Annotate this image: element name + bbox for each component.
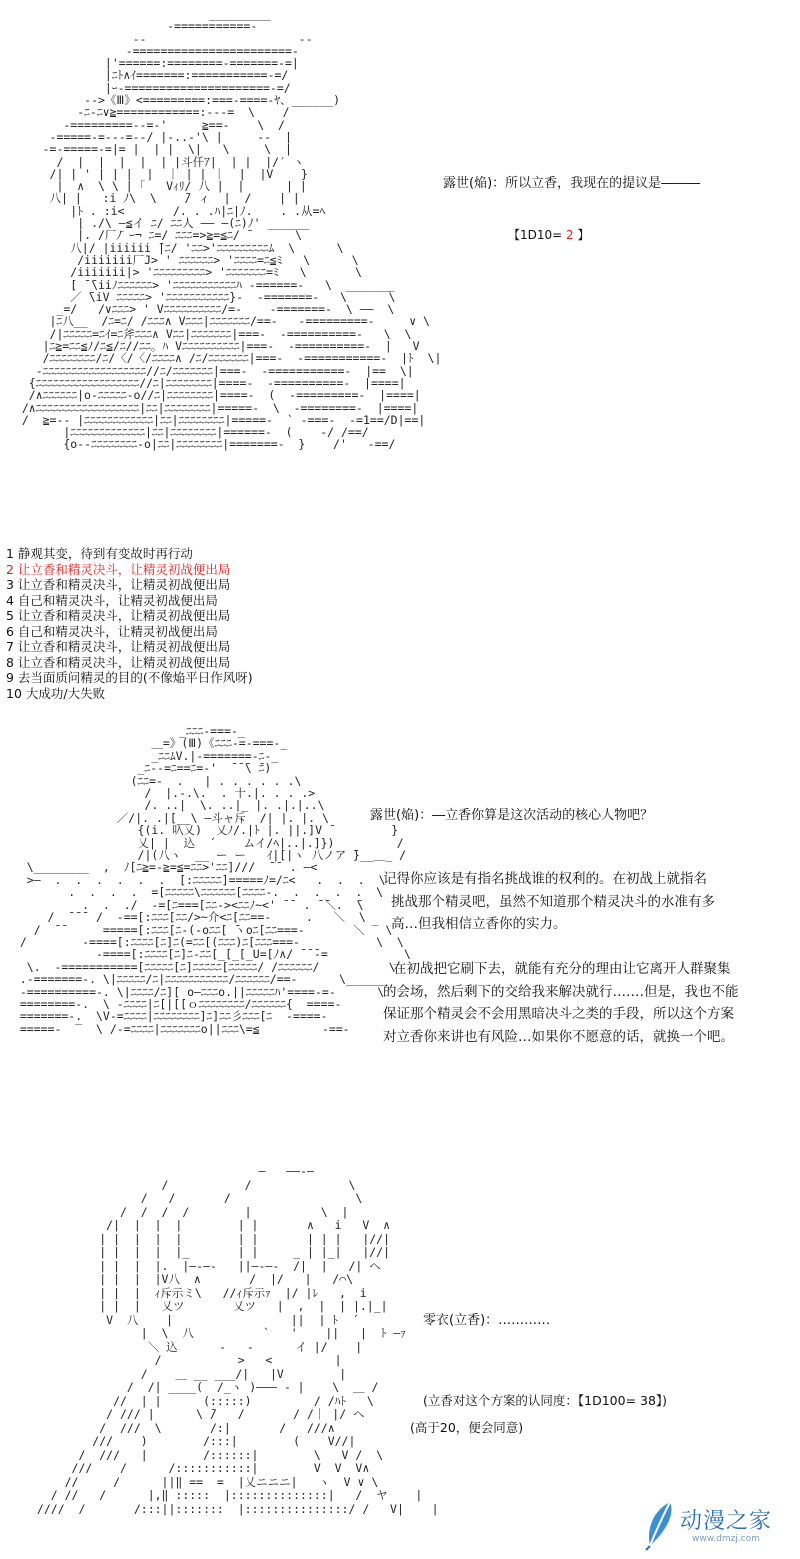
choice-item-3: 3 让立香和精灵决斗，让精灵初战便出局 <box>6 577 231 592</box>
paragraph-line-2: 挑战那个精灵吧，虽然不知道那个精灵决斗的水准有多 <box>391 893 715 910</box>
speech-homura-1: 露世(焔)：所以立香，我现在的提议是――― <box>443 176 701 191</box>
feather-logo-icon <box>640 1500 680 1552</box>
choice-item-5: 5 让立香和精灵决斗，让精灵初战便出局 <box>6 608 231 623</box>
choice-item-10: 10 大成功/大失败 <box>6 685 106 701</box>
paragraph-line-8: 对立香你来讲也有风险…如果你不愿意的话，就换一个吧。 <box>383 1028 734 1045</box>
dice-roll-1d10 <box>508 226 589 243</box>
choice-item-2: 2 让立香和精灵决斗，让精灵初战便出局 <box>6 561 231 577</box>
paragraph-line-1: 记得你应该是有指名挑战谁的权利的。在初战上就指名 <box>383 871 707 887</box>
speech-homura-2: 露世(焔)：―立香你算是这次活动的核心人物吧？ <box>370 808 654 823</box>
choice-item-6: 6 自己和精灵决斗，让精灵初战便出局 <box>6 623 218 639</box>
choice-item-8: 8 让立香和精灵决斗，让精灵初战便出局 <box>6 654 231 670</box>
site-watermark <box>640 1500 790 1554</box>
dice-roll-1d100: (立香对这个方案的认同度：【1D100= 38】) <box>423 1393 668 1408</box>
ascii-art-ritsuka: — ――‐— / / \ / / / \ / / / / | \ | /| | | | | | ∧ i V ∧ | | | | | | | | | | |//| | | | | |_ | | _ | |_| |//| | | | |. |―-―- ||―-―- /| | /| ヘ | | | |V八 ∧ / |/ | /⌒\ | | | ｨ斥示ミ\ //ｨ斥示ｧ |/ |ﾚ , i | | | 乂ツ 乂ツ | , | | |.|_| V 八 | || | ﾄ ´ | \ 八 ` ' || | ﾄ ―ｧ ＼ 込 - - イ |/ | / > < | / ＿ __ ___/| |V | / /| ____( /_ヽ )――― - | \ ＿ / // | | (:::::) / /ﾊﾄ \ / /// | \ ̄/ / / /｜ |/ ヘ / /// \ /:| / ///∧ /// ) /:::| ( V//| / /// | /::::::| \ V / \ /// / /:::::::::::| V V V∧ // / ||‖ == = |乂ニニニ| ヽ V ∨ \ / // / |,‖ ::::: |::::::::::::::| / ヤ | //// / /:::||::::::: |:::::::::::::::/ / V| | <box>36 1164 439 1516</box>
ascii-art-homura: _________ -===========- -- -- -=======================- |'======:========-=======-=| |ﾆﾄ∧ｲ=======:===========-=/ |ｰ-=====================-=/ -->《Ⅲ》<=========:===-====-ﾔ、______) -ﾆ-ﾆ∨≧============:---= \ / -=========--=-' ≧==- \ / -=====-=---=--/ |-..-'\ | -- | -=-=====-=|= | | | \| \ \ | / | | | | | |斗仟ｱ| | | |/′ ヽ /| | ' | | | | ｜ | | ｜ | |V } | ∧ \ \ | ｢ Vｨﾘ/ 八 | | | | 八| | :i ﾉ\ \ ̄/ ィ | / | | |ﾄ . :i< /. . .ﾊ|ﾆ|ﾉ. . .从=ﾍ | ./\ —≦イ ﾆ/ ﾆﾆ人 ―― ―(ﾆ)ﾉ' ______ |. /厂ﾉ̄ ｰ¬ ﾆ=/ ﾆﾆﾆ=>≧=≦ﾆ/ ̄ \ 八|/ |iiiiii ̄|ﾆ/ 'ﾆﾆ>'ﾆﾆﾆﾆﾆﾆﾆﾆﾆﾑ \ \ /iiiiiii厂J> ' ﾆﾆﾆﾆﾆﾆ> 'ﾆﾆﾆﾆ=ﾆ≦ﾐ \ \ /iiiiiii|> 'ﾆﾆﾆﾆﾆﾆﾆﾆﾆ> 'ﾆﾆﾆﾆﾆﾆﾆ=ﾐ \ \ [ ̄ ̄\iiﾉﾆﾆﾆﾆﾆﾆ> 'ﾆﾆﾆﾆﾆﾆﾆﾆﾆﾆﾆﾊ -======- \ _______ ／ ̄\iV ﾆﾆﾆﾆﾆ> 'ﾆﾆﾆﾆﾆﾆﾆﾆﾆﾆﾆ}- -=======- \ \ _=/ /∨ﾆﾆﾆ> ' Vﾆﾆﾆﾆﾆﾆﾆﾆﾆﾆ/=- -=======- \ ―― \ |ﾆ八__ /ﾆ=ﾆ/ /ﾆﾆﾆ∧ Vﾆﾆﾆ|ﾆﾆﾆﾆﾆﾆﾆ/==- -=========- ∨ \ /|ﾆﾆﾆﾆﾆ=ﾆｲ=ﾆ斧ﾆﾆﾆ∧ Vﾆﾆ|ﾆﾆﾆﾆﾆﾆﾆ|===- -==========- \ \ |ﾆ≧=ﾆﾆ≦ﾉ/ﾆ≦/ﾆ//ﾆﾆ。ﾊ Vﾆﾆﾆﾆﾆﾆﾆﾆﾆﾆ|===- -==========- | V /ﾆﾆﾆﾆﾆﾆﾆﾆ/ﾆ/〈/〈/ﾆﾆﾆﾆ∧ /ﾆ/ﾆﾆﾆﾆﾆﾆﾆ|===- -===========- |ﾄ \| -ﾆﾆﾆﾆﾆﾆﾆﾆﾆﾆﾆﾆﾆﾆﾆﾆﾆﾆ//ﾆ/ﾆﾆﾆﾆﾆﾆﾆ|===- -===========- |== \| {ﾆﾆﾆﾆﾆﾆﾆﾆﾆﾆﾆﾆﾆﾆﾆﾆﾆﾆ//ﾆ|ﾆﾆﾆﾆﾆﾆﾆﾆ|====- -==========- |====| /∧ﾆﾆﾆﾆﾆﾆ|o-ﾆﾆﾆﾆﾆ-o//ﾆ|ﾆﾆﾆﾆﾆﾆﾆﾆ|====- ( -=========- |====| /∧ﾆﾆﾆﾆﾆﾆﾆﾆﾆﾆﾆﾆﾆﾆﾆﾆﾆﾆ|ﾆﾆ|ﾆﾆﾆﾆﾆﾆﾆﾆ|=====- \ -========- |====| / ≧=-- |ﾆﾆﾆﾆﾆﾆﾆﾆﾆﾆﾆﾆ|ﾆﾆ|ﾆﾆﾆﾆﾆﾆﾆﾆ|=====- ` -===- -=1==/D|==| |ﾆﾆﾆﾆﾆﾆﾆﾆﾆﾆﾆﾆﾆ|ﾆﾆ|ﾆﾆﾆﾆﾆﾆﾆﾆ|======- ( -/ /==/ {o--ﾆﾆﾆﾆﾆﾆﾆﾆ-o|ﾆﾆ|ﾆﾆﾆﾆﾆﾆﾆﾆ|=======- } /' -==/ <box>21 7 442 452</box>
choice-item-7: 7 让立香和精灵决斗，让精灵初战便出局 <box>6 639 231 654</box>
speech-paragraph <box>383 868 739 1048</box>
agreement-threshold-note: (高于20，便会同意) <box>410 1420 524 1435</box>
roll-value: 2 <box>566 228 574 242</box>
roll-prefix: 【1D10= <box>508 228 567 242</box>
paragraph-line-7: 保证那个精灵会不会用黑暗决斗之类的手段，所以这个方案 <box>383 1006 734 1022</box>
choice-list <box>6 546 253 701</box>
logo-wordmark: 动漫之家 <box>680 1509 773 1534</box>
ascii-art-homura-2: _ﾆﾆﾆ-===-_ ＿=》(Ⅲ)《ﾆﾆﾆ-=-===-_ _ﾆﾆﾑV.|-=======-ﾆ-_ _ﾆ--=ﾆ==ﾆ=-' ̄ ̄ ̄\ ̄ﾆ) (ﾆﾆ=- . | . . . . . .\ / |.-.\. . 十.|. . . .> /. ..| \. ..|_ |. .|.|..\ ／/|. .|[__\ —斗ャ斥 /| |. |. \ {(i. 叺乂) 乂ﾉ/.|ﾄ |. ||.]V ̄ } 乂| | 込 ´ ムイ/ﾍ|..|.]}) / /|(八ヽ __ ー ー ｲ|[|ヽ 八ノア ̄}__＿_ / \________ , ﾉ[ﾆ≧=-≧=≦=ﾆﾆ>'ﾆﾆ]/// ̄ ̄ . —< >― . . . . . . [:ﾆﾆﾆﾆﾆ]=====ﾉ=/ﾆ< . . . \ . . . . =[ﾆﾆﾆﾆﾆ\ﾆﾆﾆﾆﾆﾆ[ﾆﾆﾆﾆ-. . . . . \ . . ./ -=[ﾆ===[ﾆﾆ-><ﾆﾆﾉ~<' ̄ ̄ . ̄ ̄＼. ̄\ / ̄ ̄ ̄ / -==[:ﾆﾆﾆ[ﾆﾆ/>~介<ﾆ[ﾆﾆ==- . ＼ \ / ̄ ̄ =====[:ﾆﾆﾆ[ﾆ-(-oﾆﾆ[ ̄ヽoﾆ[ﾆﾆ===- ＼ ‾ \ / -====[:ﾆﾆﾆﾆ[ﾆ]ﾆ(=ﾆﾆ[(ﾆﾆﾆ)ﾆ[ﾆﾆﾆ===- \ \ -====[:ﾆﾆﾆﾆ[ﾆ]ﾆ-ﾆﾆ[_[_[_U=[ﾉ∧/ ̄ ̄ ̄-= \ \. -===========[ﾆﾆﾆﾆﾆ[ﾆ]ﾆﾆﾆﾆﾆ[ﾆﾆﾆﾆﾆ/ /ﾆﾆﾆﾆﾆﾆ/ \ .-=======-. \|ﾆﾆﾆﾆﾆ/ﾆ|ﾆﾆﾆﾆﾆﾆﾆﾆﾆﾆﾆ/ﾆﾆﾆﾆﾆﾆ/==- \______ -==========-. \|ﾆﾆﾆﾆ/ﾆ][ o—ﾆﾆﾆo.||ﾆﾆﾆﾆﾆﾊ'====-=- \ ========-. \ -ﾆﾆﾆﾆ|ﾆ[|[[ｏﾆﾆﾆﾆﾆﾆﾆﾆ/ﾆﾆﾆﾆﾆﾆ{ ====- =======-. \V-=ﾆﾆﾆﾆ|ﾆﾆﾆﾆﾆﾆﾆﾆ]ﾆ]ﾆﾆ彡ﾆﾆﾆ[ﾆ -====- =====- ‾ \ /-=ﾆﾆﾆﾆ|ﾆﾆﾆﾆﾆﾆﾆo||ﾆﾆﾆ\=≦ -==- <box>19 724 411 1036</box>
speech-ritsuka: 零衣(立香)：………… <box>423 1313 551 1328</box>
logo-url: www.dmzj.com <box>692 1534 760 1544</box>
paragraph-line-3: 高…但我相信立香你的实力。 <box>391 916 567 932</box>
paragraph-line-6: 的会场，然后剩下的交给我来解决就行‥‥…但是，我也不能 <box>383 983 739 1000</box>
roll-suffix: 】 <box>573 228 590 242</box>
choice-item-9: 9 去当面质问精灵的目的(不像焔平日作风呀) <box>6 670 253 685</box>
choice-item-4: 4 自己和精灵决斗，让精灵初战便出局 <box>6 592 218 608</box>
paragraph-line-5: 在初战把它刷下去，就能有充分的理由让它离开人群聚集 <box>393 961 731 977</box>
paragraph-line-4 <box>383 936 739 959</box>
choice-item-1: 1 静观其变，待到有变故时再行动 <box>6 546 193 561</box>
